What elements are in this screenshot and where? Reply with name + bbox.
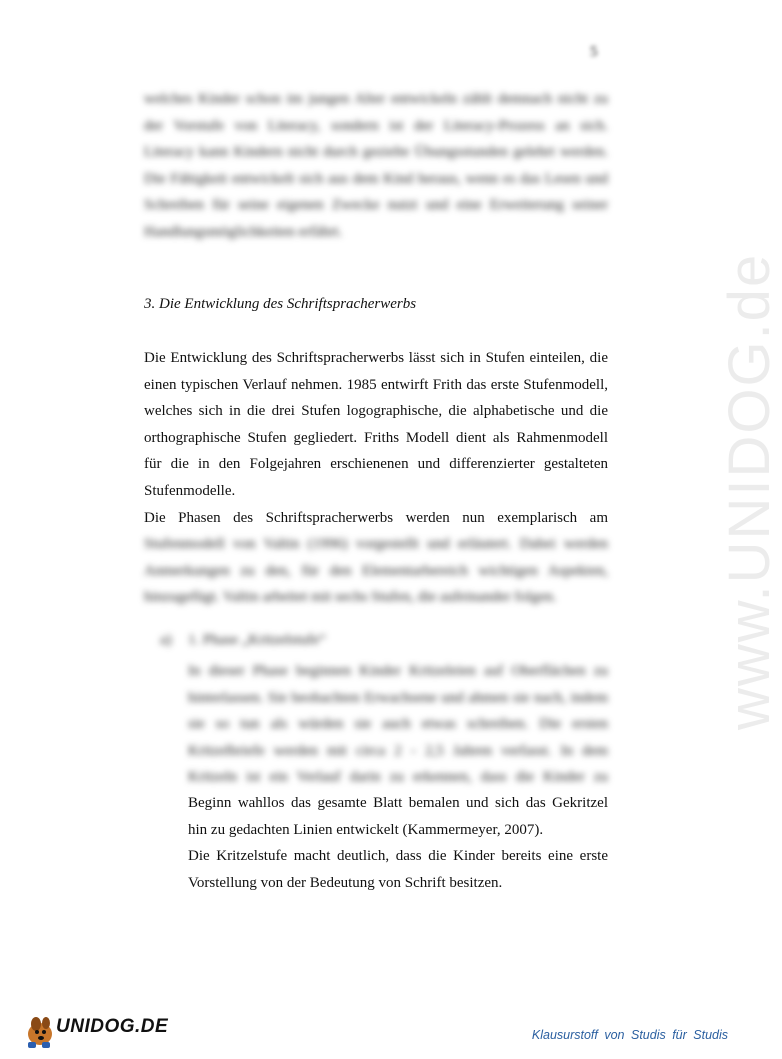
text-line: Vorstellung von der Bedeutung von Schrift besitzen. bbox=[188, 874, 503, 891]
list-item-title: 1. Phase „Kritzelstufe“ bbox=[188, 632, 326, 648]
text-line: Schreiben für seine eigenen Zwecke nutzt und eine Erweiterung seiner bbox=[144, 197, 608, 214]
text-line: hinterlassen. Sie beobachten Erwachsene und ahmen sie nach, indem bbox=[188, 689, 608, 706]
intro-paragraph bbox=[144, 86, 608, 246]
text-line: hin zu gedachten Linien entwickelt (Kammermeyer, 2007). bbox=[188, 821, 544, 838]
text-line: für die in den Folgejahren erschienenen und differenzierter gestalteten bbox=[144, 456, 608, 473]
text-line: welches Kinder schon im jungen Alter entwickeln zählt demnach nicht zu bbox=[144, 91, 608, 107]
section-paragraph-blurred bbox=[144, 531, 608, 611]
text-line: Stufenmodell von Valtin (1996) vorgestellt und erläutert. Dabei werden bbox=[144, 536, 608, 552]
section-paragraph bbox=[144, 345, 608, 531]
text-line: Anmerkungen zu den, für den Elementarbereich wichtigen Aspekten, bbox=[144, 562, 608, 579]
list-marker: a) bbox=[160, 632, 172, 648]
text-line: Die Kritzelstufe macht deutlich, dass die Kinder bereits eine erste bbox=[188, 848, 608, 865]
text-line: Kritzelbriefe werden mit circa 2 - 2,5 Jahren verfasst. In dem bbox=[188, 742, 608, 759]
list-item-body bbox=[188, 790, 608, 896]
text-line: sie so tun als würden sie auch etwas schreiben. Die ersten bbox=[188, 716, 608, 733]
section-heading: 3. Die Entwicklung des Schriftspracherwerbs bbox=[144, 296, 417, 312]
text-line: einen typischen Verlauf nehmen. 1985 entwirft Frith das erste Stufenmodell, bbox=[144, 376, 608, 393]
text-line: Beginn wahllos das gesamte Blatt bemalen und sich das Gekritzel bbox=[188, 795, 608, 811]
watermark: www.UNIDOG.de bbox=[717, 252, 782, 730]
text-line: Kritzeln ist ein Verlauf darin zu erkennen, dass die Kinder zu bbox=[188, 769, 608, 786]
text-line: Handlungsmöglichkeiten erfährt. bbox=[144, 223, 343, 240]
page-number: 5 bbox=[590, 44, 598, 60]
text-line: Die Phasen des Schriftspracherwerbs werden nun exemplarisch am bbox=[144, 509, 608, 526]
list-item-body-blurred bbox=[188, 658, 608, 791]
text-line: Stufenmodelle. bbox=[144, 482, 236, 499]
text-line: Die Entwicklung des Schriftspracherwerbs lässt sich in Stufen einteilen, die bbox=[144, 350, 608, 366]
text-line: welches sich in die drei Stufen logographische, die alphabetische und die bbox=[144, 403, 608, 420]
logo-text: UNIDOG.DE bbox=[56, 1016, 169, 1037]
footer-tagline: Klausurstoff von Studis für Studis bbox=[531, 1028, 728, 1042]
text-line: hinzugefügt. Valtin arbeitet mit sechs Stufen, die aufeinander folgen. bbox=[144, 589, 557, 606]
text-line: der Vorstufe von Literacy, sondern ist der Literacy-Prozess an sich. bbox=[144, 117, 608, 134]
text-line: Die Fähigkeit entwickelt sich aus dem Kind heraus, wenn es das Lesen und bbox=[144, 170, 608, 187]
text-line: Literacy kann Kindern nicht durch gezielte Übungsstunden gelehrt werden. bbox=[144, 144, 608, 161]
text-line: In dieser Phase beginnen Kinder Kritzeleien auf Oberflächen zu bbox=[188, 663, 608, 679]
text-line: orthographische Stufen gegliedert. Friths Modell dient als Rahmenmodell bbox=[144, 429, 608, 446]
